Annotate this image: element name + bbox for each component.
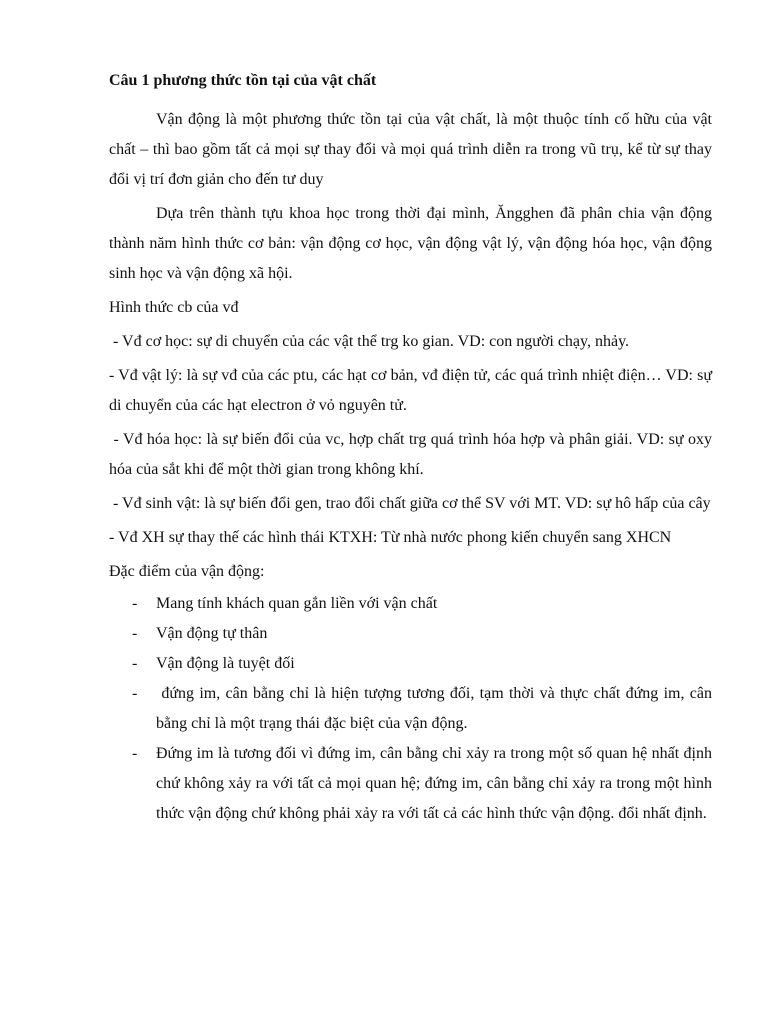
feature-objective: Mang tính khách quan gắn liền với vận chất bbox=[156, 595, 438, 612]
features-list bbox=[109, 589, 717, 829]
list-item bbox=[109, 649, 712, 679]
list-item bbox=[109, 619, 712, 649]
features-heading: Đặc điểm của vận động: bbox=[109, 563, 265, 580]
bullet-dash: - bbox=[132, 685, 138, 702]
feature-absolute: Vận động là tuyệt đối bbox=[156, 655, 295, 672]
paragraph-motion-definition: Vận động là một phương thức tồn tại của vật chất, là một thuộc tính cố hữu của vật chất – thì bao gồm tất cả mọi sự thay đổi và mọi quá trình diễn ra trong vũ trụ, kể từ sự thay đổi vị trí đơn giản cho đến tư duy bbox=[109, 111, 712, 188]
form-item-physical: - Vđ vật lý: là sự vđ của các ptu, các hạt cơ bản, vđ điện tử, các quá trình nhiệt điện… VD: sự di chuyển của các hạt electron ở vỏ nguyên tử. bbox=[109, 367, 712, 414]
form-item-social: - Vđ XH sự thay thế các hình thái KTXH: Từ nhà nước phong kiến chuyển sang XHCN bbox=[109, 529, 672, 546]
feature-rest-explanation: Đứng im là tương đối vì đứng im, cân bằng chỉ xảy ra trong một số quan hệ nhất định chứ không xảy ra với tất cả mọi quan hệ; đứng im, cân bằng chỉ xảy ra trong một hình thức vận động chứ không phải xảy ra với tất cả các hình thức vận động. đổi nhất định. bbox=[156, 745, 712, 822]
feature-rest-relative: đứng im, cân bằng chỉ là hiện tượng tương đối, tạm thời và thực chất đứng im, cân bằng chỉ là một trạng thái đặc biệt của vận động. bbox=[156, 685, 717, 732]
list-item bbox=[109, 589, 712, 619]
list-item bbox=[109, 739, 712, 829]
form-item-chemical: - Vđ hóa học: là sự biến đổi của vc, hợp chất trg quá trình hóa hợp và phân giải. VD: sự oxy hóa của sắt khi để một thời gian trong không khí. bbox=[109, 431, 717, 478]
form-item-biological: - Vđ sinh vật: là sự biến đổi gen, trao đổi chất giữa cơ thể SV với MT. VD: sự hô hấp của cây bbox=[109, 495, 711, 512]
list-item bbox=[109, 679, 717, 739]
bullet-dash: - bbox=[132, 745, 138, 762]
bullet-dash: - bbox=[132, 625, 138, 642]
feature-self-motion: Vận động tự thân bbox=[156, 625, 268, 642]
bullet-dash: - bbox=[132, 595, 138, 612]
form-item-mechanical: - Vđ cơ học: sự di chuyển của các vật thể trg ko gian. VD: con người chạy, nhảy. bbox=[109, 333, 630, 350]
paragraph-engels-classification: Dựa trên thành tựu khoa học trong thời đại mình, Ăngghen đã phân chia vận động thành năm hình thức cơ bản: vận động cơ học, vận động vật lý, vận động hóa học, vận động sinh học và vận động xã hội. bbox=[109, 205, 712, 282]
bullet-dash: - bbox=[132, 655, 138, 672]
document-title: Câu 1 phương thức tồn tại của vật chất bbox=[109, 72, 377, 89]
forms-heading: Hình thức cb của vđ bbox=[109, 299, 239, 316]
